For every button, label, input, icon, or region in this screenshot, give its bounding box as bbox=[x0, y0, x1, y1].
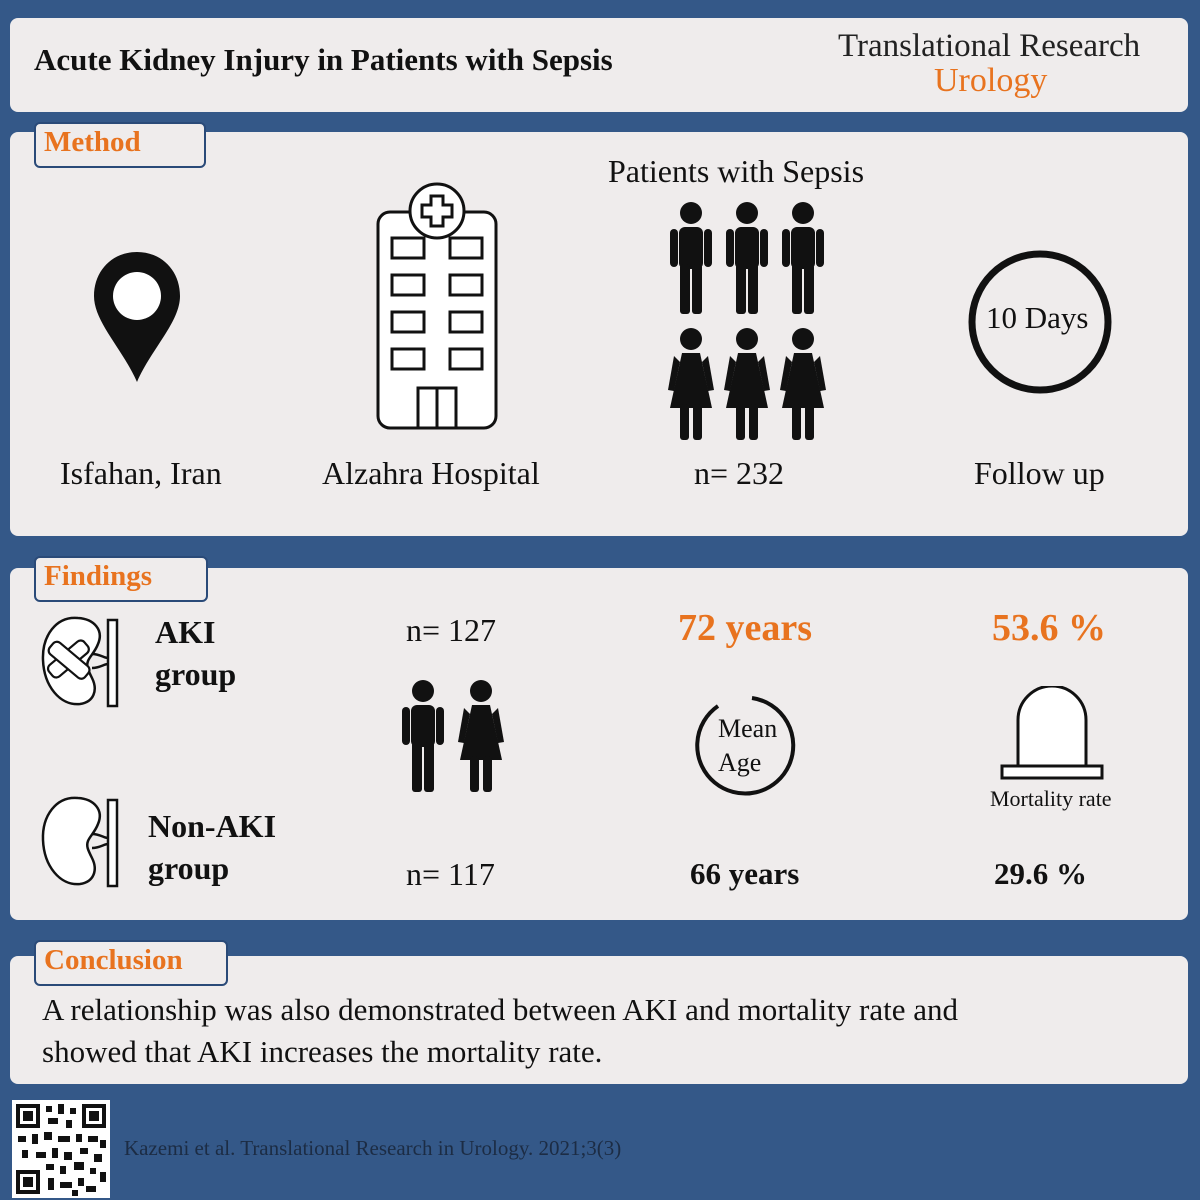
journal-name: Translational Research bbox=[838, 28, 1141, 64]
header-panel bbox=[10, 18, 1188, 112]
aki-label-line1: AKI bbox=[155, 614, 216, 650]
citation: Kazemi et al. Translational Research in Urology. 2021;3(3) bbox=[124, 1136, 622, 1160]
mean-age-line1: Mean bbox=[718, 714, 778, 743]
page-title: Acute Kidney Injury in Patients with Sepsis bbox=[34, 42, 613, 77]
hospital-label: Alzahra Hospital bbox=[322, 455, 540, 491]
location-pin-icon bbox=[92, 250, 182, 384]
aki-mortality: 53.6 % bbox=[992, 607, 1106, 649]
man-woman-icon bbox=[396, 678, 510, 796]
kidney-icon bbox=[38, 612, 122, 712]
conclusion-text-line1: A relationship was also demonstrated between AKI and mortality rate and bbox=[42, 992, 958, 1027]
followup-days: 10 Days bbox=[986, 300, 1089, 335]
conclusion-text-line2: showed that AKI increases the mortality rate. bbox=[42, 1034, 603, 1069]
followup-label: Follow up bbox=[974, 455, 1105, 491]
hospital-building-icon bbox=[374, 180, 500, 432]
conclusion-tab: Conclusion bbox=[34, 940, 228, 986]
mean-age-line2: Age bbox=[718, 748, 762, 777]
nonaki-label-line1: Non-AKI bbox=[148, 808, 277, 844]
patients-count: n= 232 bbox=[694, 455, 785, 491]
findings-tab: Findings bbox=[34, 556, 208, 602]
aki-label-line2: group bbox=[155, 656, 237, 692]
nonaki-count: n= 117 bbox=[406, 856, 495, 892]
people-group-icon bbox=[664, 200, 834, 444]
aki-count: n= 127 bbox=[406, 612, 497, 648]
tombstone-icon bbox=[998, 686, 1106, 782]
location-label: Isfahan, Iran bbox=[60, 455, 222, 491]
nonaki-label-line2: group bbox=[148, 850, 230, 886]
nonaki-mortality: 29.6 % bbox=[994, 856, 1087, 891]
qr-code-icon bbox=[12, 1100, 110, 1198]
aki-mean-age: 72 years bbox=[678, 607, 813, 649]
mean-age-ring-icon bbox=[692, 692, 800, 800]
nonaki-mean-age: 66 years bbox=[690, 856, 800, 891]
patients-title: Patients with Sepsis bbox=[608, 153, 865, 189]
kidney-icon bbox=[38, 792, 122, 892]
method-tab: Method bbox=[34, 122, 206, 168]
mortality-label: Mortality rate bbox=[990, 786, 1112, 811]
journal-urology: Urology bbox=[934, 62, 1048, 99]
